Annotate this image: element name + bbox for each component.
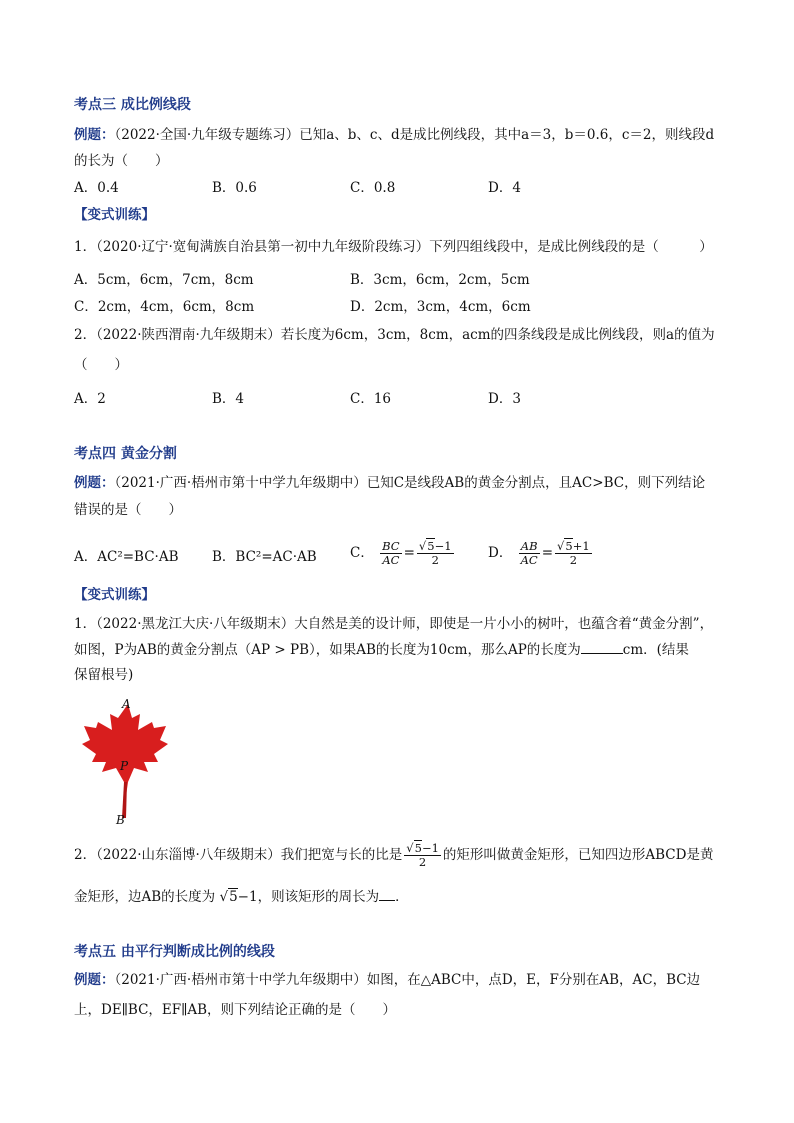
option-d: D． $\frac{AB}{AC}$ = $\frac{√5+1}{2}$ [488,539,590,567]
q4-2-line1 [74,842,713,869]
example-text: （2021·广西·梧州市第十中学九年级期中）如图，在△ABC中，点D，E，F分别在AB，AC，BC边 [114,972,701,988]
leaf-point-a: A [122,697,131,711]
leaf-point-b: B [116,813,125,826]
training-label: 【变式训练】 [74,207,155,223]
fraction-sqrt5-plus-1-over-2: $\frac{√5+1}{2}$ [557,539,590,567]
q4-2-line2: 金矩形，边AB的长度为 √5−1，则该矩形的周长为 ． [74,886,409,907]
q3-2-stem-line2: （ ） [74,357,128,373]
q4-2-text-b: 的矩形叫做黄金矩形，已知四边形ABCD是黄 [442,847,714,863]
section-title-5: 考点五 由平行判断成比例的线段 [74,944,275,960]
fraction-sqrt5-minus-1-over-2: $\frac{√5-1}{2}$ [406,841,439,869]
q3-1-option-c: C．2cm，4cm，6cm，8cm [74,299,255,315]
fraction-sqrt5-minus-1-over-2: $\frac{√5-1}{2}$ [418,539,452,567]
option-b: B．0.6 [212,180,257,196]
q4-1-line3: 保留根号) [74,667,134,683]
q3-1-option-d: D．2cm，3cm，4cm，6cm [350,299,531,315]
option-b: B．BC²=AC·AB [212,549,317,565]
q3-2-stem: 2．（2022·陕西渭南·九年级期末）若长度为6cm，3cm，8cm，acm的四条线段是成比例线段，则a的值为 [74,327,715,343]
q4-2-text-d: ，则该矩形的周长为 [257,889,380,905]
example-4-line1 [74,473,705,493]
example-text: （2022·全国·九年级专题练习）已知a、b、c、d是成比例线段，其中a＝3，b＝0.6，c＝2，则线段d [114,127,715,143]
section-title-3: 考点三 成比例线段 [74,97,191,113]
q4-1-line1: 1．（2022·黑龙江大庆·八年级期末）大自然是美的设计师，即使是一片小小的树叶，也蕴含着“黄金分割”， [74,616,714,632]
answer-blank[interactable] [379,886,395,901]
section-title-4: 考点四 黄金分割 [74,446,177,462]
q3-2-option-c: C．16 [350,391,392,407]
q4-2-text-c: 金矩形，边AB的长度为 [74,889,216,905]
q3-2-option-d: D．3 [488,391,521,407]
q3-2-option-a: A．2 [74,391,106,407]
maple-leaf-figure [74,696,174,826]
q4-2-text-e: ． [395,889,409,905]
example-label: 例题： [74,475,115,491]
example-label: 例题： [74,972,115,988]
q3-1-option-a: A．5cm，6cm，7cm，8cm [74,272,254,288]
example-5-line2: 上，DE∥BC，EF∥AB，则下列结论正确的是（ ） [74,1002,397,1018]
leaf-point-p: P [120,759,129,773]
q4-1-text-end: cm．(结果 [622,642,689,658]
q4-1-line2 [74,639,689,660]
example-text: （2021·广西·梧州市第十中学九年级期中）已知C是线段AB的黄金分割点，且AC>BC，则下列结论 [114,475,706,491]
option-c: C． $\frac{BC}{AC}$ = $\frac{√5-1}{2}$ [350,539,452,567]
option-c: C．0.8 [350,180,396,196]
option-a: A．0.4 [74,180,119,196]
q3-1-stem: 1．（2020·辽宁·宽甸满族自治县第一初中九年级阶段练习）下列四组线段中，是成比例线段的是（ ） [74,239,713,255]
q3-2-option-b: B．4 [212,391,245,407]
q4-1-text: 如图，P为AB的黄金分割点（AP > PB），如果AB的长度为10cm，那么AP的长度为 [74,642,581,658]
option-a: A．AC²=BC·AB [74,549,179,565]
example-3-line2: 的长为（ ） [74,153,169,169]
example-3-line1 [74,125,714,145]
example-5-line1 [74,970,700,990]
example-label: 例题： [74,127,115,143]
option-d: D．4 [488,180,521,196]
q3-1-option-b: B．3cm，6cm，2cm，5cm [350,272,530,288]
example-4-line2: 错误的是（ ） [74,502,182,518]
training-label: 【变式训练】 [74,587,155,603]
option-c-label: C． [350,545,374,561]
fraction-bc-ac: $\frac{BC}{AC}$ [382,539,400,567]
q4-2-text: 2．（2022·山东淄博·八年级期末）我们把宽与长的比是 [74,847,403,863]
fraction-ab-ac: $\frac{AB}{AC}$ [520,539,538,567]
option-d-label: D． [488,545,513,561]
answer-blank[interactable] [581,639,623,654]
